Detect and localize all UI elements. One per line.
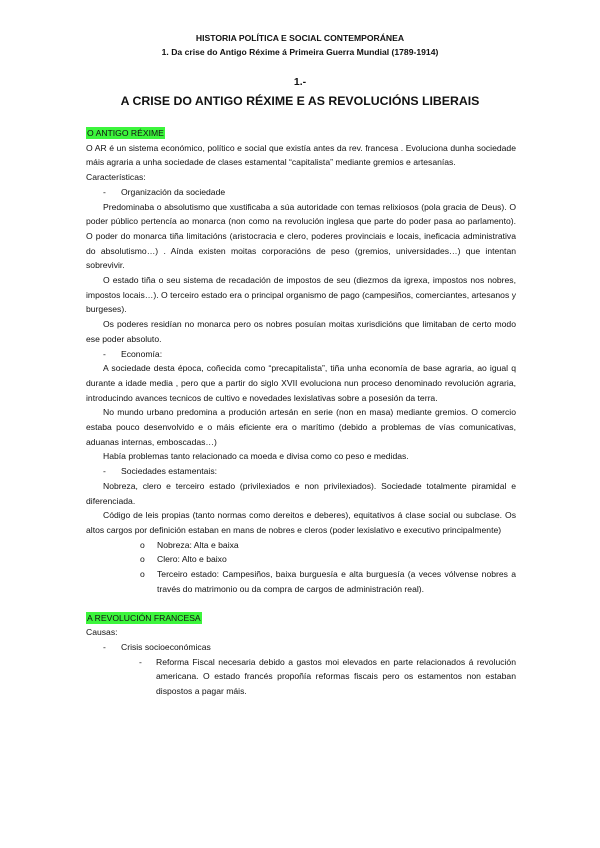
bullet-text: Terceiro estado: Campesiños, baixa burguesía e alta burguesía (a veces vólvense nobres a través do matrimonio ou da compra de cargos de administración real). xyxy=(157,569,516,594)
bullet-marker: o xyxy=(140,554,145,565)
bullet-marker: o xyxy=(140,569,145,580)
list-item xyxy=(86,464,516,479)
course-title: HISTORIA POLÍTICA E SOCIAL CONTEMPORÁNEA xyxy=(195,33,405,43)
paragraph: A sociedade desta época, coñecida como “precapitalista”, tiña unha economía de base agraria, ao igual q durante a idade media , pero que a partir do siglo XVII evoluciona nun proceso denominado revolución agraria, introducindo avances tecnicos de cultivo e novedades lexislativas sobre a posesión da terra. xyxy=(86,363,516,403)
paragraph: Os poderes residían no monarca pero os nobres posuían moitas xurisdicións que limitaban de certo modo ese poder absoluto. xyxy=(86,319,516,344)
list-item xyxy=(86,347,516,362)
bullet-text: Nobreza: Alta e baixa xyxy=(157,539,239,550)
list-item xyxy=(86,640,516,655)
bullet-text: Clero: Alto e baixo xyxy=(157,554,227,565)
list-item-label: Crisis socioeconómicas xyxy=(121,641,211,652)
highlighted-heading: A REVOLUCIÓN FRANCESA xyxy=(87,612,201,623)
dash-marker: - xyxy=(103,186,106,197)
section-heading xyxy=(86,611,516,626)
list-item xyxy=(86,185,516,200)
highlighted-heading: O ANTIGO RÉXIME xyxy=(87,128,164,138)
nested-list-text: Reforma Fiscal necesaria debido a gastos moi elevados en parte relacionados á revolución americana. O estado francés propoñía reformas fiscais pero os estamentos non estaban dispostos a pagar máis. xyxy=(156,656,516,697)
dash-marker: - xyxy=(103,348,106,359)
dash-marker: - xyxy=(103,641,106,652)
section-heading xyxy=(86,126,516,141)
list-item-label: Sociedades estamentais: xyxy=(121,466,218,477)
paragraph: Nobreza, clero e terceiro estado (privilexiados e non privilexiados). Sociedade totalmente piramidal e diferenciada. xyxy=(86,480,516,506)
causes-label: Causas: xyxy=(86,627,118,638)
paragraph-intro: O AR é un sistema económico, político e social que existía antes da rev. francesa . Evoluciona dunha sociedade máis agraria a unha sociedade de clases estamental “capitalista” mediante gremios e artesanías. xyxy=(86,142,516,168)
bullet-marker: o xyxy=(140,539,145,550)
dash-marker: - xyxy=(139,656,142,667)
paragraph: Había problemas tanto relacionado ca moeda e divisa como co peso e medidas. xyxy=(103,451,409,462)
paragraph: Código de leis propias (tanto normas como dereitos e deberes), equitativos á clase social ou subclase. Os altos cargos por definición estaban en mans de nobres e cleros (poder lexislativo e executivo principalmente) xyxy=(86,510,516,535)
bullet-item xyxy=(86,538,516,553)
nested-list-item xyxy=(86,655,516,699)
list-item-label: Economía: xyxy=(121,348,163,359)
list-item-label: Organización da sociedade xyxy=(121,186,226,197)
paragraph: No mundo urbano predomina a produción artesán en serie (non en masa) mediante gremios. O comercio estaba pouco desenvolvido e o máis eficiente era o marítimo (debido a problemas de vías comunicativas, aduanas internas, emboscadas…) xyxy=(86,407,516,447)
paragraph: Predominaba o absolutismo que xustificaba a súa autoridade con temas relixiosos (pola gracia de Deus). O poder público pertencía ao monarca (non como na revolución inglesa que parte do poder pasa ao parlamento). O poder do monarca tiña limitacións (aristocracia e clero, poderes provinciais e locais, ineficacia administrativa do absolutismo…) . Aínda existen moitas corporacións de peso (gremios, universidades…) que intentan sobrevivir. xyxy=(86,201,516,271)
chapter-number: 1.- xyxy=(293,76,307,88)
paragraph: O estado tiña o seu sistema de recadación de impostos de seu (diezmos da igrexa, impostos nos nobres, impostos locais…). O terceiro estado era o principal organismo de pago (campesiños, comerciantes, artesanos y burgeses). xyxy=(86,275,516,315)
unit-subtitle: 1. Da crise do Antigo Réxime á Primeira Guerra Mundial (1789-1914) xyxy=(161,47,439,57)
dash-marker: - xyxy=(103,466,106,477)
bullet-item xyxy=(86,552,516,567)
document-body xyxy=(86,126,516,699)
chapter-title: A CRISE DO ANTIGO RÉXIME E AS REVOLUCIÓNS LIBERAIS xyxy=(120,94,480,108)
bullet-item xyxy=(86,567,516,596)
characteristics-label: Características: xyxy=(86,172,146,183)
